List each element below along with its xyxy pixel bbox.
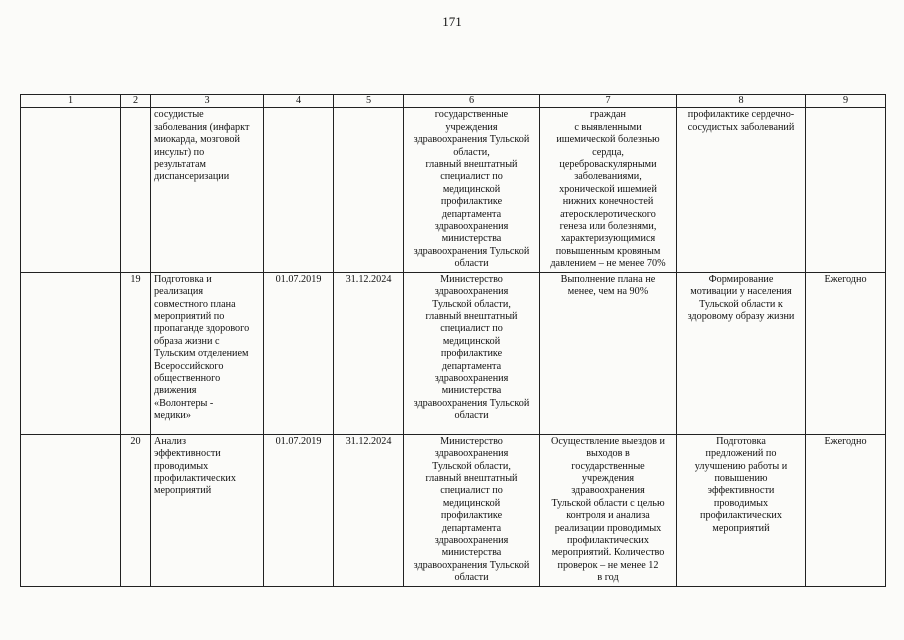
table-row [21, 272, 886, 434]
end-date: 31.12.2024 [334, 434, 404, 586]
start-date: 01.07.2019 [264, 434, 334, 586]
col-header-9: 9 [806, 95, 886, 108]
header-row [21, 95, 886, 108]
executor-cell: государственные учреждения здравоохранения Тульской области, главный внештатный специалист по медицинской профилактике департамента здравоохранения министерства здравоохранения Тульской области [404, 108, 540, 272]
end-date [334, 108, 404, 272]
event-cell: Подготовка и реализация совместного плана мероприятий по пропаганде здорового образа жизни с Тульским отделением Всероссийского общественного движения «Волонтеры - медики» [151, 272, 264, 434]
indicator-cell: Выполнение плана не менее, чем на 90% [540, 272, 677, 434]
col-header-2: 2 [121, 95, 151, 108]
indicator-cell: граждан с выявленными ишемической болезнью сердца, цереброваскулярными заболеваниями, хронической ишемией нижних конечностей атеросклеротического генеза или болезнями, характеризующимися повышенным кровяным давлением – не менее 70% [540, 108, 677, 272]
blank-cell [21, 434, 121, 586]
plan-table [20, 94, 886, 587]
period-cell: Ежегодно [806, 434, 886, 586]
executor-cell: Министерство здравоохранения Тульской области, главный внештатный специалист по медицинской профилактике департамента здравоохранения министерства здравоохранения Тульской области [404, 272, 540, 434]
col-header-6: 6 [404, 95, 540, 108]
row-number: 20 [121, 434, 151, 586]
start-date: 01.07.2019 [264, 272, 334, 434]
result-cell: Формирование мотивации у населения Тульской области к здоровому образу жизни [677, 272, 806, 434]
event-cell: сосудистые заболевания (инфаркт миокарда, мозговой инсульт) по результатам диспансеризации [151, 108, 264, 272]
col-header-5: 5 [334, 95, 404, 108]
col-header-8: 8 [677, 95, 806, 108]
row-number [121, 108, 151, 272]
col-header-4: 4 [264, 95, 334, 108]
indicator-cell: Осуществление выездов и выходов в государственные учреждения здравоохранения Тульской области с целью контроля и анализа реализации проводимых профилактических мероприятий. Количество проверок – не менее 12 в год [540, 434, 677, 586]
col-header-7: 7 [540, 95, 677, 108]
result-cell: профилактике сердечно- сосудистых заболеваний [677, 108, 806, 272]
end-date: 31.12.2024 [334, 272, 404, 434]
row-number: 19 [121, 272, 151, 434]
event-cell: Анализ эффективности проводимых профилактических мероприятий [151, 434, 264, 586]
blank-cell [21, 108, 121, 272]
table-row [21, 434, 886, 586]
blank-cell [21, 272, 121, 434]
executor-cell: Министерство здравоохранения Тульской области, главный внештатный специалист по медицинской профилактике департамента здравоохранения министерства здравоохранения Тульской области [404, 434, 540, 586]
start-date [264, 108, 334, 272]
col-header-3: 3 [151, 95, 264, 108]
table-row [21, 108, 886, 272]
result-cell: Подготовка предложений по улучшению работы и повышению эффективности проводимых профилактических мероприятий [677, 434, 806, 586]
col-header-1: 1 [21, 95, 121, 108]
period-cell [806, 108, 886, 272]
page-number: 171 [442, 14, 462, 29]
period-cell: Ежегодно [806, 272, 886, 434]
